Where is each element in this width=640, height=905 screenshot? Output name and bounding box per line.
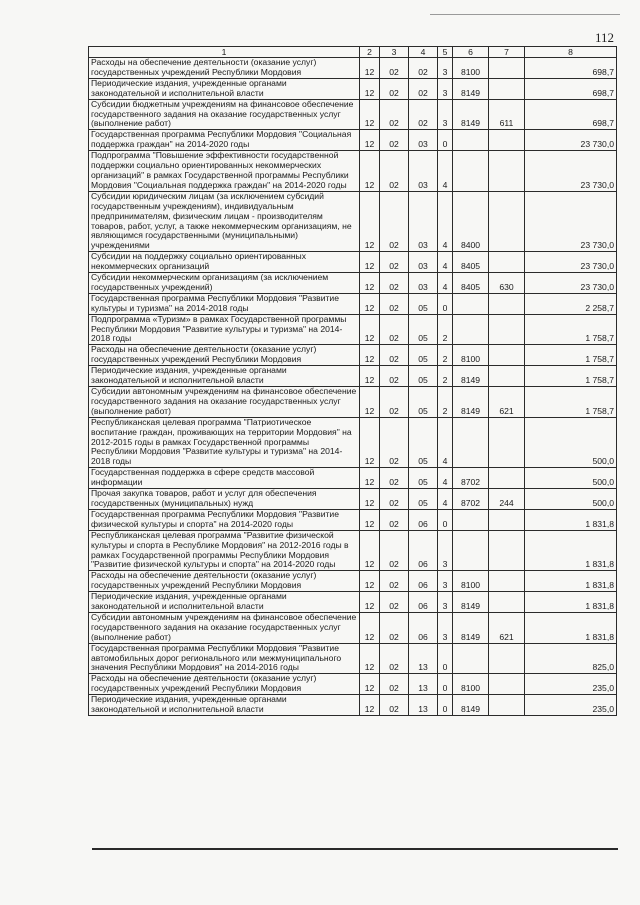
row-code-3-cell: 02 bbox=[380, 612, 409, 643]
row-code-7-cell: 244 bbox=[489, 489, 525, 510]
row-code-3-cell: 02 bbox=[380, 252, 409, 273]
header-col-6: 6 bbox=[453, 47, 489, 58]
row-code-4-cell: 02 bbox=[409, 78, 438, 99]
row-code-3-cell: 02 bbox=[380, 417, 409, 468]
row-code-3-cell: 02 bbox=[380, 509, 409, 530]
row-code-4-cell: 02 bbox=[409, 58, 438, 79]
row-name-cell: Прочая закупка товаров, работ и услуг для обеспечения государственных (муниципальных) нужд bbox=[89, 489, 360, 510]
row-code-6-cell bbox=[453, 293, 489, 314]
row-code-3-cell: 02 bbox=[380, 674, 409, 695]
table-row bbox=[89, 58, 617, 79]
row-code-7-cell bbox=[489, 592, 525, 613]
row-sum-cell: 235,0 bbox=[525, 695, 617, 716]
row-code-6-cell: 8149 bbox=[453, 387, 489, 418]
row-name-cell: Субсидии юридическим лицам (за исключением субсидий государственным учреждениям), индивидуальным предпринимателям, физическим лицам - производителям товаров, работ, услуг, а также некоммерческим организациям, не являющимся государственными (муниципальными) учреждениями bbox=[89, 191, 360, 251]
row-code-2-cell: 12 bbox=[360, 468, 380, 489]
top-scan-line bbox=[430, 14, 620, 15]
row-code-7-cell bbox=[489, 468, 525, 489]
row-code-7-cell bbox=[489, 366, 525, 387]
row-code-5-cell: 3 bbox=[438, 58, 453, 79]
row-code-5-cell: 0 bbox=[438, 130, 453, 151]
row-name-cell: Субсидии некоммерческим организациям (за исключением государственных учреждений) bbox=[89, 273, 360, 294]
row-code-7-cell bbox=[489, 58, 525, 79]
row-code-2-cell: 12 bbox=[360, 293, 380, 314]
table-row bbox=[89, 387, 617, 418]
row-code-2-cell: 12 bbox=[360, 509, 380, 530]
row-code-7-cell bbox=[489, 417, 525, 468]
table-row bbox=[89, 130, 617, 151]
row-code-7-cell bbox=[489, 78, 525, 99]
table-row bbox=[89, 571, 617, 592]
row-code-6-cell: 8100 bbox=[453, 571, 489, 592]
row-sum-cell: 1 831,8 bbox=[525, 612, 617, 643]
row-code-2-cell: 12 bbox=[360, 530, 380, 571]
row-sum-cell: 698,7 bbox=[525, 58, 617, 79]
row-code-5-cell: 0 bbox=[438, 509, 453, 530]
row-code-5-cell: 4 bbox=[438, 252, 453, 273]
row-code-2-cell: 12 bbox=[360, 58, 380, 79]
row-code-4-cell: 05 bbox=[409, 417, 438, 468]
table-row bbox=[89, 99, 617, 130]
row-code-6-cell bbox=[453, 509, 489, 530]
row-name-cell: Подпрограмма "Повышение эффективности государственной поддержки социально ориентированных некоммерческих организаций" в рамках Государственной программы Республики Мордовия "Социальная поддержка граждан" на 2014-2020 годы bbox=[89, 151, 360, 192]
row-name-cell: Государственная программа Республики Мордовия "Развитие физической культуры и спорта" на 2014-2020 годы bbox=[89, 509, 360, 530]
row-code-4-cell: 05 bbox=[409, 314, 438, 345]
row-name-cell: Субсидии автономным учреждениям на финансовое обеспечение государственного задания на оказание государственных услуг (выполнение работ) bbox=[89, 612, 360, 643]
row-code-6-cell: 8702 bbox=[453, 468, 489, 489]
row-code-3-cell: 02 bbox=[380, 489, 409, 510]
table-row bbox=[89, 674, 617, 695]
row-code-6-cell: 8405 bbox=[453, 273, 489, 294]
table-row bbox=[89, 78, 617, 99]
row-code-4-cell: 05 bbox=[409, 468, 438, 489]
row-code-3-cell: 02 bbox=[380, 366, 409, 387]
row-code-6-cell: 8149 bbox=[453, 99, 489, 130]
row-code-5-cell: 4 bbox=[438, 489, 453, 510]
table-row bbox=[89, 273, 617, 294]
row-code-3-cell: 02 bbox=[380, 78, 409, 99]
row-code-6-cell bbox=[453, 151, 489, 192]
row-code-4-cell: 03 bbox=[409, 273, 438, 294]
row-sum-cell: 1 831,8 bbox=[525, 509, 617, 530]
row-code-4-cell: 06 bbox=[409, 509, 438, 530]
table-body bbox=[89, 58, 617, 716]
row-code-5-cell: 3 bbox=[438, 78, 453, 99]
row-code-7-cell bbox=[489, 571, 525, 592]
row-code-7-cell: 630 bbox=[489, 273, 525, 294]
row-sum-cell: 1 758,7 bbox=[525, 345, 617, 366]
row-name-cell: Расходы на обеспечение деятельности (оказание услуг) государственных учреждений Республики Мордовия bbox=[89, 345, 360, 366]
row-code-7-cell: 621 bbox=[489, 612, 525, 643]
row-code-6-cell bbox=[453, 130, 489, 151]
row-sum-cell: 1 831,8 bbox=[525, 571, 617, 592]
row-code-4-cell: 06 bbox=[409, 571, 438, 592]
row-code-5-cell: 0 bbox=[438, 643, 453, 674]
row-code-6-cell: 8149 bbox=[453, 612, 489, 643]
row-name-cell: Государственная программа Республики Мордовия "Социальная поддержка граждан" на 2014-2020 годы bbox=[89, 130, 360, 151]
row-code-5-cell: 4 bbox=[438, 468, 453, 489]
row-code-7-cell bbox=[489, 191, 525, 251]
row-code-6-cell: 8149 bbox=[453, 366, 489, 387]
row-code-6-cell: 8149 bbox=[453, 78, 489, 99]
row-code-5-cell: 0 bbox=[438, 293, 453, 314]
row-code-3-cell: 02 bbox=[380, 468, 409, 489]
row-code-3-cell: 02 bbox=[380, 643, 409, 674]
table-row bbox=[89, 345, 617, 366]
row-name-cell: Республиканская целевая программа "Развитие физической культуры и спорта в Республике Мордовия" на 2012-2016 годы в рамках Государственной программы Республики Мордовия "Развитие физической культуры и спорта" на 2014-2020 годы bbox=[89, 530, 360, 571]
row-sum-cell: 23 730,0 bbox=[525, 252, 617, 273]
row-code-5-cell: 4 bbox=[438, 151, 453, 192]
row-name-cell: Субсидии на поддержку социально ориентированных некоммерческих организаций bbox=[89, 252, 360, 273]
table-row bbox=[89, 695, 617, 716]
row-code-4-cell: 06 bbox=[409, 612, 438, 643]
bottom-scan-line bbox=[92, 848, 618, 850]
row-code-7-cell bbox=[489, 151, 525, 192]
row-sum-cell: 23 730,0 bbox=[525, 191, 617, 251]
row-code-4-cell: 05 bbox=[409, 345, 438, 366]
row-code-4-cell: 03 bbox=[409, 252, 438, 273]
row-sum-cell: 500,0 bbox=[525, 468, 617, 489]
page-number: 112 bbox=[594, 30, 614, 45]
row-name-cell: Государственная программа Республики Мордовия "Развитие автомобильных дорог регионального или межмуниципального значения Республики Мордовия" на 2014-2016 годы bbox=[89, 643, 360, 674]
row-sum-cell: 1 831,8 bbox=[525, 592, 617, 613]
table-row bbox=[89, 612, 617, 643]
row-code-2-cell: 12 bbox=[360, 417, 380, 468]
row-code-2-cell: 12 bbox=[360, 592, 380, 613]
row-name-cell: Периодические издания, учрежденные органами законодательной и исполнительной власти bbox=[89, 366, 360, 387]
row-code-6-cell: 8400 bbox=[453, 191, 489, 251]
row-code-6-cell: 8100 bbox=[453, 345, 489, 366]
row-code-4-cell: 06 bbox=[409, 530, 438, 571]
row-sum-cell: 1 758,7 bbox=[525, 366, 617, 387]
row-code-7-cell bbox=[489, 314, 525, 345]
row-code-5-cell: 2 bbox=[438, 345, 453, 366]
row-code-5-cell: 3 bbox=[438, 571, 453, 592]
row-code-2-cell: 12 bbox=[360, 612, 380, 643]
row-code-2-cell: 12 bbox=[360, 273, 380, 294]
table-row bbox=[89, 293, 617, 314]
header-col-7: 7 bbox=[489, 47, 525, 58]
row-code-3-cell: 02 bbox=[380, 571, 409, 592]
row-code-2-cell: 12 bbox=[360, 191, 380, 251]
row-code-2-cell: 12 bbox=[360, 387, 380, 418]
table-row bbox=[89, 366, 617, 387]
row-code-5-cell: 2 bbox=[438, 314, 453, 345]
row-code-5-cell: 0 bbox=[438, 695, 453, 716]
table-row bbox=[89, 592, 617, 613]
row-sum-cell: 23 730,0 bbox=[525, 151, 617, 192]
row-code-6-cell: 8702 bbox=[453, 489, 489, 510]
row-code-7-cell bbox=[489, 130, 525, 151]
row-code-2-cell: 12 bbox=[360, 252, 380, 273]
row-code-7-cell bbox=[489, 695, 525, 716]
table-row bbox=[89, 252, 617, 273]
row-code-3-cell: 02 bbox=[380, 191, 409, 251]
row-code-4-cell: 05 bbox=[409, 387, 438, 418]
row-code-4-cell: 06 bbox=[409, 592, 438, 613]
row-name-cell: Республиканская целевая программа "Патриотическое воспитание граждан, проживающих на территории Мордовия" на 2012-2015 годы в рамках Государственной программы Республики Мордовия "Развитие культуры и туризма" на 2014-2018 годы bbox=[89, 417, 360, 468]
row-code-7-cell bbox=[489, 530, 525, 571]
row-code-7-cell bbox=[489, 252, 525, 273]
row-code-4-cell: 03 bbox=[409, 191, 438, 251]
row-code-2-cell: 12 bbox=[360, 99, 380, 130]
row-code-5-cell: 4 bbox=[438, 273, 453, 294]
row-code-6-cell bbox=[453, 314, 489, 345]
row-code-2-cell: 12 bbox=[360, 674, 380, 695]
row-name-cell: Периодические издания, учрежденные органами законодательной и исполнительной власти bbox=[89, 592, 360, 613]
row-code-5-cell: 3 bbox=[438, 530, 453, 571]
header-col-2: 2 bbox=[360, 47, 380, 58]
row-sum-cell: 1 758,7 bbox=[525, 387, 617, 418]
table-row bbox=[89, 530, 617, 571]
row-code-2-cell: 12 bbox=[360, 643, 380, 674]
row-code-6-cell: 8405 bbox=[453, 252, 489, 273]
row-name-cell: Расходы на обеспечение деятельности (оказание услуг) государственных учреждений Республики Мордовия bbox=[89, 58, 360, 79]
row-code-4-cell: 05 bbox=[409, 293, 438, 314]
row-code-4-cell: 03 bbox=[409, 130, 438, 151]
row-sum-cell: 825,0 bbox=[525, 643, 617, 674]
row-code-4-cell: 02 bbox=[409, 99, 438, 130]
table-row bbox=[89, 151, 617, 192]
table-row bbox=[89, 417, 617, 468]
table-header-row bbox=[89, 47, 617, 58]
row-sum-cell: 698,7 bbox=[525, 78, 617, 99]
row-code-7-cell bbox=[489, 643, 525, 674]
header-col-1: 1 bbox=[89, 47, 360, 58]
row-name-cell: Периодические издания, учрежденные органами законодательной и исполнительной власти bbox=[89, 695, 360, 716]
table-row bbox=[89, 191, 617, 251]
table-row bbox=[89, 489, 617, 510]
row-name-cell: Субсидии бюджетным учреждениям на финансовое обеспечение государственного задания на оказание государственных услуг (выполнение работ) bbox=[89, 99, 360, 130]
row-code-5-cell: 4 bbox=[438, 417, 453, 468]
row-code-4-cell: 13 bbox=[409, 695, 438, 716]
table-row bbox=[89, 643, 617, 674]
row-code-6-cell bbox=[453, 643, 489, 674]
row-code-4-cell: 03 bbox=[409, 151, 438, 192]
row-code-7-cell bbox=[489, 509, 525, 530]
row-code-2-cell: 12 bbox=[360, 151, 380, 192]
row-code-5-cell: 3 bbox=[438, 99, 453, 130]
row-name-cell: Государственная поддержка в сфере средств массовой информации bbox=[89, 468, 360, 489]
row-code-5-cell: 0 bbox=[438, 674, 453, 695]
row-code-5-cell: 2 bbox=[438, 387, 453, 418]
row-sum-cell: 500,0 bbox=[525, 417, 617, 468]
row-name-cell: Государственная программа Республики Мордовия "Развитие культуры и туризма" на 2014-2018 годы bbox=[89, 293, 360, 314]
row-code-2-cell: 12 bbox=[360, 571, 380, 592]
header-col-4: 4 bbox=[409, 47, 438, 58]
row-code-4-cell: 05 bbox=[409, 489, 438, 510]
row-code-5-cell: 3 bbox=[438, 592, 453, 613]
row-code-6-cell: 8149 bbox=[453, 695, 489, 716]
row-code-2-cell: 12 bbox=[360, 130, 380, 151]
table-row bbox=[89, 509, 617, 530]
row-code-5-cell: 3 bbox=[438, 612, 453, 643]
row-sum-cell: 235,0 bbox=[525, 674, 617, 695]
row-code-3-cell: 02 bbox=[380, 130, 409, 151]
row-sum-cell: 2 258,7 bbox=[525, 293, 617, 314]
row-sum-cell: 500,0 bbox=[525, 489, 617, 510]
row-code-6-cell: 8149 bbox=[453, 592, 489, 613]
row-code-3-cell: 02 bbox=[380, 58, 409, 79]
row-code-3-cell: 02 bbox=[380, 345, 409, 366]
row-name-cell: Расходы на обеспечение деятельности (оказание услуг) государственных учреждений Республики Мордовия bbox=[89, 674, 360, 695]
header-col-3: 3 bbox=[380, 47, 409, 58]
row-code-7-cell bbox=[489, 674, 525, 695]
row-code-3-cell: 02 bbox=[380, 273, 409, 294]
row-name-cell: Периодические издания, учрежденные органами законодательной и исполнительной власти bbox=[89, 78, 360, 99]
row-code-4-cell: 13 bbox=[409, 674, 438, 695]
row-code-3-cell: 02 bbox=[380, 387, 409, 418]
row-code-6-cell bbox=[453, 530, 489, 571]
row-code-3-cell: 02 bbox=[380, 695, 409, 716]
table-row bbox=[89, 468, 617, 489]
row-code-3-cell: 02 bbox=[380, 314, 409, 345]
row-code-3-cell: 02 bbox=[380, 592, 409, 613]
row-code-3-cell: 02 bbox=[380, 99, 409, 130]
row-sum-cell: 1 758,7 bbox=[525, 314, 617, 345]
row-code-5-cell: 4 bbox=[438, 191, 453, 251]
row-name-cell: Расходы на обеспечение деятельности (оказание услуг) государственных учреждений Республики Мордовия bbox=[89, 571, 360, 592]
row-code-2-cell: 12 bbox=[360, 489, 380, 510]
row-sum-cell: 1 831,8 bbox=[525, 530, 617, 571]
row-sum-cell: 698,7 bbox=[525, 99, 617, 130]
row-name-cell: Подпрограмма «Туризм» в рамках Государственной программы Республики Мордовия "Развитие культуры и туризма" на 2014-2018 годы bbox=[89, 314, 360, 345]
row-name-cell: Субсидии автономным учреждениям на финансовое обеспечение государственного задания на оказание государственных услуг (выполнение работ) bbox=[89, 387, 360, 418]
row-code-3-cell: 02 bbox=[380, 530, 409, 571]
budget-table bbox=[88, 46, 617, 716]
row-code-2-cell: 12 bbox=[360, 366, 380, 387]
row-code-3-cell: 02 bbox=[380, 293, 409, 314]
row-sum-cell: 23 730,0 bbox=[525, 273, 617, 294]
row-code-6-cell: 8100 bbox=[453, 674, 489, 695]
header-col-8: 8 bbox=[525, 47, 617, 58]
row-code-7-cell bbox=[489, 345, 525, 366]
row-code-6-cell bbox=[453, 417, 489, 468]
row-code-3-cell: 02 bbox=[380, 151, 409, 192]
row-code-7-cell bbox=[489, 293, 525, 314]
row-code-2-cell: 12 bbox=[360, 345, 380, 366]
row-code-4-cell: 05 bbox=[409, 366, 438, 387]
row-code-4-cell: 13 bbox=[409, 643, 438, 674]
row-code-6-cell: 8100 bbox=[453, 58, 489, 79]
row-code-2-cell: 12 bbox=[360, 78, 380, 99]
header-col-5: 5 bbox=[438, 47, 453, 58]
row-code-2-cell: 12 bbox=[360, 695, 380, 716]
row-code-2-cell: 12 bbox=[360, 314, 380, 345]
table-row bbox=[89, 314, 617, 345]
row-code-7-cell: 611 bbox=[489, 99, 525, 130]
row-code-5-cell: 2 bbox=[438, 366, 453, 387]
row-sum-cell: 23 730,0 bbox=[525, 130, 617, 151]
row-code-7-cell: 621 bbox=[489, 387, 525, 418]
